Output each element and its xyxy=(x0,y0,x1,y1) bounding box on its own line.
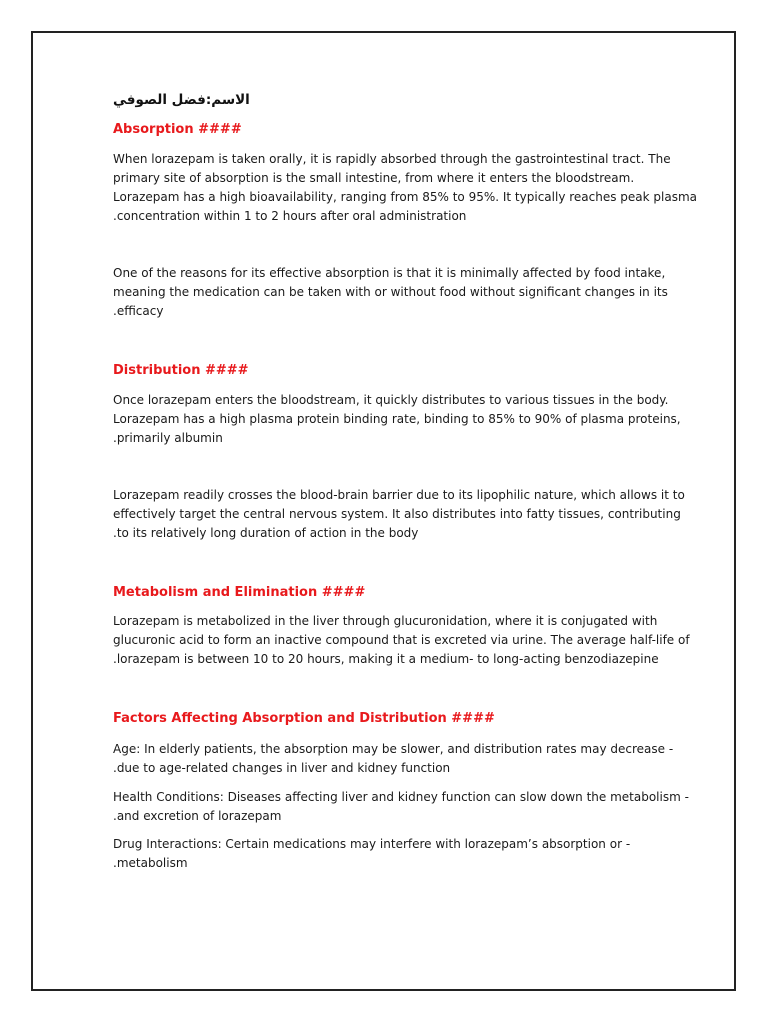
text-line: .concentration within 1 to 2 hours after oral administration xyxy=(113,209,467,223)
text-line: meaning the medication can be taken with or without food without significant changes in its xyxy=(113,285,668,299)
text-line: Lorazepam has a high plasma protein binding rate, binding to 85% to 90% of plasma proteins, xyxy=(113,412,681,426)
paragraph-distribution-2 xyxy=(113,486,685,543)
paragraph-factor-drug-interactions xyxy=(113,835,630,873)
paragraph-absorption-2 xyxy=(113,264,668,321)
text-line: Lorazepam has a high bioavailability, ranging from 85% to 95%. It typically reaches peak plasma xyxy=(113,190,698,204)
text-line: .and excretion of lorazepam xyxy=(113,809,282,823)
paragraph-distribution-1 xyxy=(113,391,681,448)
text-line: .due to age-related changes in liver and kidney function xyxy=(113,761,451,775)
text-line: .to its relatively long duration of action in the body xyxy=(113,526,419,540)
text-line: Drug Interactions: Certain medications may interfere with lorazepam’s absorption or - xyxy=(113,837,631,851)
paragraph-factor-age xyxy=(113,740,673,778)
paragraph-factor-health xyxy=(113,788,689,826)
author-name-line: الاسم:فضل الصوفي xyxy=(113,92,250,108)
paragraph-absorption-1 xyxy=(113,150,697,226)
text-line: Health Conditions: Diseases affecting liver and kidney function can slow down the metabolism - xyxy=(113,790,689,804)
text-line: One of the reasons for its effective absorption is that it is minimally affected by food intake, xyxy=(113,266,666,280)
text-line: Once lorazepam enters the bloodstream, it quickly distributes to various tissues in the body. xyxy=(113,393,669,407)
text-line: Lorazepam is metabolized in the liver through glucuronidation, where it is conjugated with xyxy=(113,614,658,628)
paragraph-metabolism-1 xyxy=(113,612,690,669)
section-heading-distribution: Distribution #### xyxy=(113,363,249,378)
section-heading-absorption: Absorption #### xyxy=(113,122,242,137)
text-line: When lorazepam is taken orally, it is rapidly absorbed through the gastrointestinal tract. The xyxy=(113,152,671,166)
section-heading-metabolism: Metabolism and Elimination #### xyxy=(113,585,366,600)
text-line: .metabolism xyxy=(113,856,188,870)
text-line: Age: In elderly patients, the absorption may be slower, and distribution rates may decrease - xyxy=(113,742,674,756)
text-line: primary site of absorption is the small intestine, from where it enters the bloodstream. xyxy=(113,171,635,185)
text-line: .efficacy xyxy=(113,304,164,318)
section-heading-factors: Factors Affecting Absorption and Distribution #### xyxy=(113,711,495,726)
text-line: Lorazepam readily crosses the blood-brain barrier due to its lipophilic nature, which allows it to xyxy=(113,488,685,502)
text-line: effectively target the central nervous system. It also distributes into fatty tissues, contributing xyxy=(113,507,681,521)
text-line: .primarily albumin xyxy=(113,431,223,445)
text-line: .lorazepam is between 10 to 20 hours, making it a medium- to long-acting benzodiazepine xyxy=(113,652,659,666)
text-line: glucuronic acid to form an inactive compound that is excreted via urine. The average half-life of xyxy=(113,633,690,647)
